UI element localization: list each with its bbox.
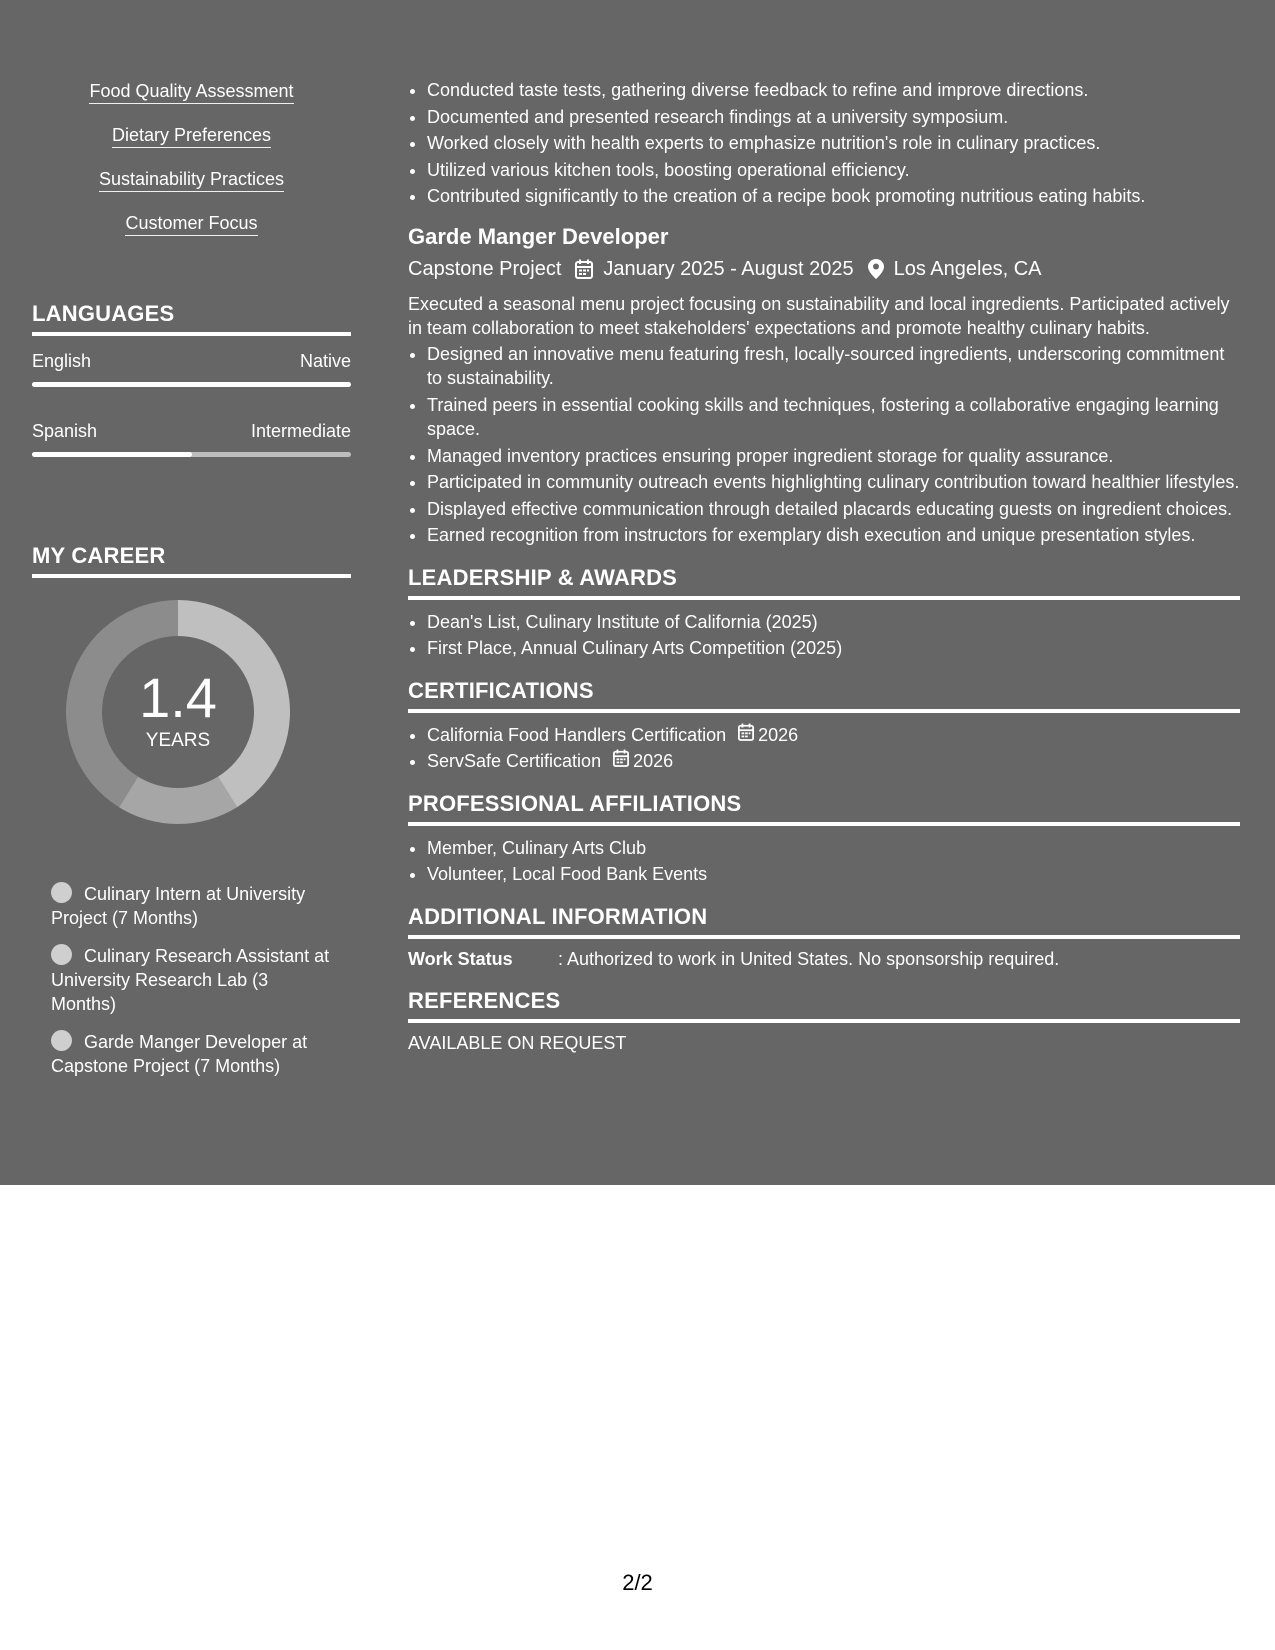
certification-item xyxy=(427,723,1240,748)
language-proficiency-bar xyxy=(32,452,351,457)
language-proficiency-bar xyxy=(32,382,351,387)
skill-item: Dietary Preferences xyxy=(112,124,271,148)
leadership-heading: LEADERSHIP & AWARDS xyxy=(408,564,1240,600)
language-proficiency-fill xyxy=(32,452,192,457)
career-legend-item xyxy=(51,882,331,930)
page-number: 2/2 xyxy=(622,1570,653,1595)
career-legend-item xyxy=(51,1030,331,1078)
career-donut-segment xyxy=(119,777,237,824)
work-status-label: Work Status xyxy=(408,948,513,969)
career-section xyxy=(32,542,351,1076)
bullet-item: • Trained peers in essential cooking skills and techniques, fostering a collaborative engaging learning space. xyxy=(427,393,1240,442)
affiliations-heading: PROFESSIONAL AFFILIATIONS xyxy=(408,790,1240,826)
career-total: 1.4 xyxy=(139,666,217,729)
certification-year: 2026 xyxy=(633,751,674,771)
certifications-section xyxy=(408,677,1240,774)
sidebar xyxy=(32,80,351,1076)
legend-dot xyxy=(51,1030,72,1051)
bullet-item: • Worked closely with health experts to emphasize nutrition's role in culinary practices. xyxy=(427,131,1240,156)
job-dates: January 2025 - August 2025 xyxy=(603,257,854,280)
language-item xyxy=(32,350,351,387)
additional-info-section xyxy=(408,903,1240,971)
job-summary: Executed a seasonal menu project focusing on sustainability and local ingredients. Participated actively in team collaboration to meet stakeholders' expectations and promote healthy culinary habits. xyxy=(408,293,1230,338)
languages-section xyxy=(32,300,351,441)
career-legend-text: Culinary Research Assistant at University Research Lab (3 Months) xyxy=(51,946,330,1014)
bullet-item: • Designed an innovative menu featuring fresh, locally-sourced ingredients, underscoring commitment to sustainability. xyxy=(427,342,1240,391)
legend-dot xyxy=(51,944,72,965)
language-item xyxy=(32,420,351,457)
career-legend xyxy=(51,882,331,1092)
affiliations-section xyxy=(408,790,1240,887)
bullet-item: • Managed inventory practices ensuring proper ingredient storage for quality assurance. xyxy=(427,444,1240,469)
language-level: Native xyxy=(299,351,351,371)
certifications-heading: CERTIFICATIONS xyxy=(408,677,1240,713)
bullet-item: • Earned recognition from instructors for exemplary dish execution and unique presentation styles. xyxy=(427,523,1240,548)
job-title: Garde Manger Developer xyxy=(408,223,669,249)
certification-item xyxy=(427,749,1240,774)
affiliation-item: • Member, Culinary Arts Club xyxy=(427,836,1240,861)
location-pin-icon xyxy=(868,259,884,279)
main-content xyxy=(408,78,1240,1054)
career-legend-text: Culinary Intern at University Project (7 Months) xyxy=(51,884,306,928)
references-section xyxy=(408,987,1240,1054)
work-status-value: : Authorized to work in United States. No sponsorship required. xyxy=(558,948,1060,969)
bullet-item: • Displayed effective communication through detailed placards educating guests on ingredient choices. xyxy=(427,497,1240,522)
bullet-item: • Utilized various kitchen tools, boosting operational efficiency. xyxy=(427,158,1240,183)
job-bullets xyxy=(408,342,1240,548)
additional-info-heading: ADDITIONAL INFORMATION xyxy=(408,903,1240,939)
career-unit: YEARS xyxy=(145,730,211,751)
language-level: Intermediate xyxy=(250,421,351,441)
award-item: • Dean's List, Culinary Institute of California (2025) xyxy=(427,610,1240,635)
job-meta xyxy=(408,256,1240,282)
leadership-section xyxy=(408,564,1240,661)
career-heading: MY CAREER xyxy=(32,542,351,578)
references-text: AVAILABLE ON REQUEST xyxy=(408,1032,627,1053)
legend-dot xyxy=(51,882,72,903)
bullet-item: • Contributed significantly to the creation of a recipe book promoting nutritious eating habits. xyxy=(427,184,1240,209)
job-company: Capstone Project xyxy=(408,257,562,280)
affiliation-item: • Volunteer, Local Food Bank Events xyxy=(427,862,1240,887)
bullet-item: • Documented and presented research findings at a university symposium. xyxy=(427,105,1240,130)
skill-item: Food Quality Assessment xyxy=(89,80,293,104)
language-name: Spanish xyxy=(32,421,98,441)
bullet-item: • Participated in community outreach events highlighting culinary contribution toward healthier lifestyles. xyxy=(427,470,1240,495)
certification-name: California Food Handlers Certification xyxy=(427,724,727,745)
language-proficiency-fill xyxy=(32,382,351,387)
calendar-icon xyxy=(575,259,593,279)
certification-year: 2026 xyxy=(758,724,799,745)
career-donut-chart xyxy=(66,600,290,824)
job-location: Los Angeles, CA xyxy=(893,257,1042,280)
previous-job-bullets xyxy=(408,78,1240,209)
award-item: • First Place, Annual Culinary Arts Competition (2025) xyxy=(427,636,1240,661)
languages-heading: LANGUAGES xyxy=(32,300,351,336)
career-legend-item xyxy=(51,944,331,1016)
bullet-item: • Conducted taste tests, gathering diverse feedback to refine and improve directions. xyxy=(427,78,1240,103)
references-heading: REFERENCES xyxy=(408,987,1240,1023)
certification-name: ServSafe Certification xyxy=(427,751,602,771)
skill-item: Sustainability Practices xyxy=(99,168,284,192)
skill-item: Customer Focus xyxy=(125,212,257,236)
calendar-icon xyxy=(738,723,758,748)
calendar-icon xyxy=(613,749,633,774)
skills-list xyxy=(32,80,351,256)
career-legend-text: Garde Manger Developer at Capstone Project (7 Months) xyxy=(51,1032,308,1076)
language-name: English xyxy=(32,351,92,371)
